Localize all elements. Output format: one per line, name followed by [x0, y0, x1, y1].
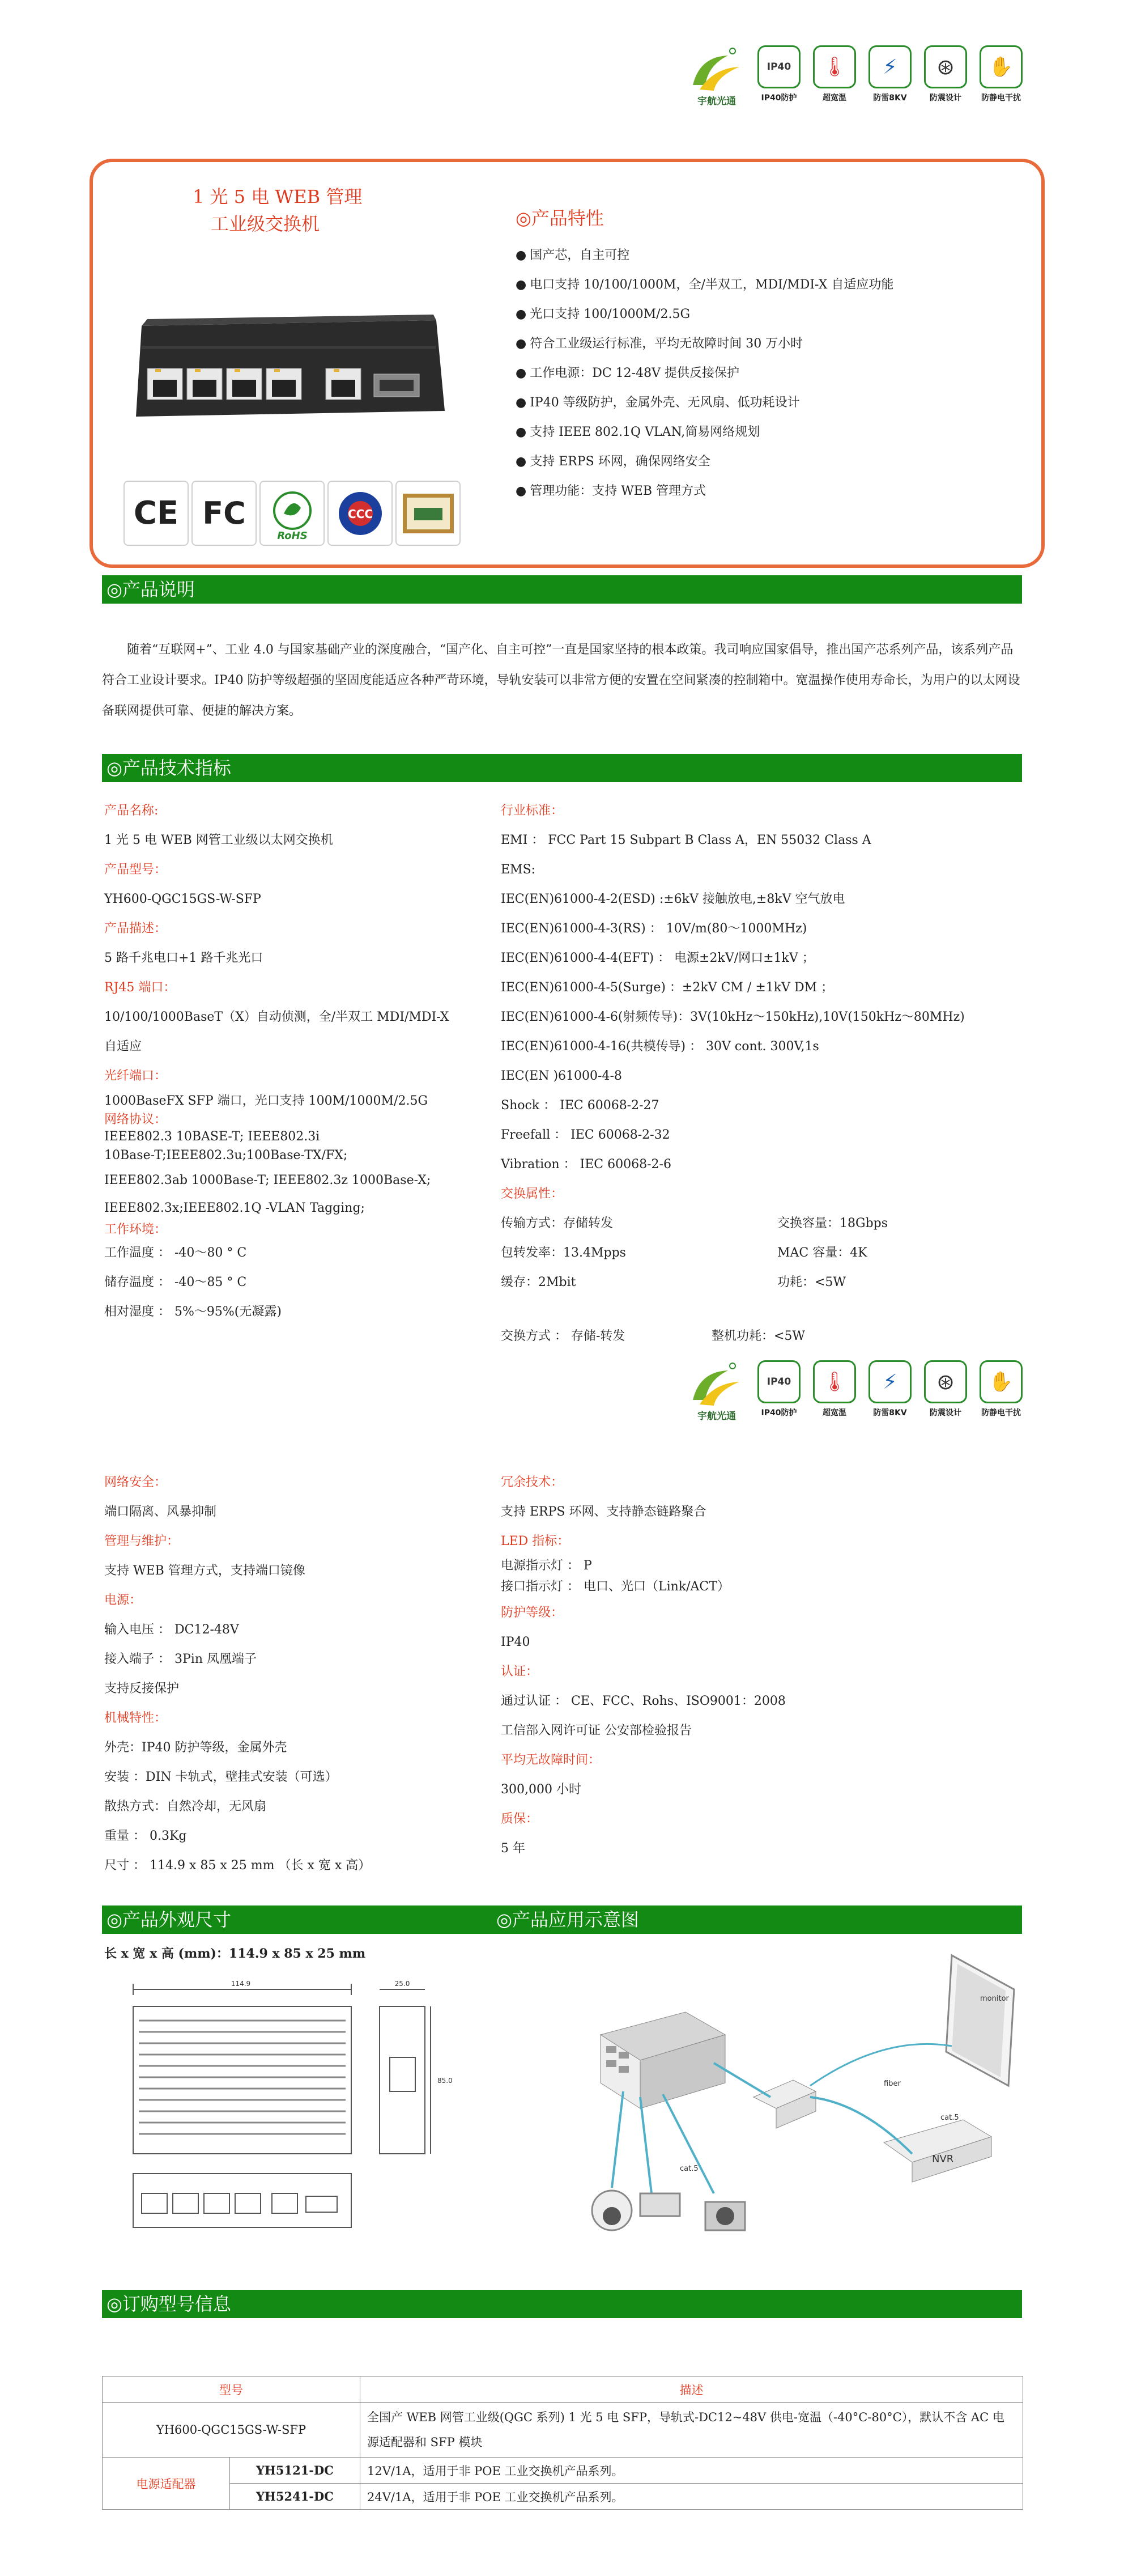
spec-value: IEC(EN)61000-4-2(ESD) :±6kV 接触放电,±8kV 空气放电 — [501, 892, 845, 906]
spec-label: 电源： — [104, 1593, 142, 1607]
svg-text:cat.5: cat.5 — [940, 2114, 959, 2122]
spec-value: 支持反接保护 — [104, 1682, 180, 1696]
feature-item: ● 支持 IEEE 802.1Q VLAN,简易网络规划 — [516, 418, 1025, 447]
spec-label: 行业标准： — [501, 804, 564, 818]
spec-value: 储存温度 ： -40～85 ° C — [104, 1275, 247, 1289]
feature-item: ● 国产芯，自主可控 — [516, 241, 1025, 270]
table-row — [103, 2484, 1023, 2510]
desc-cell: 全国产 WEB 网管工业级(QGC 系列) 1 光 5 电 SFP，导轨式-DC12~48V 供电-宽温（-40°C-80°C），默认不含 AC 电源适配器和 SFP 模块 — [360, 2403, 1023, 2458]
spec-value: 功耗：<5W — [777, 1275, 846, 1289]
feature-item: ● IP40 等级防护，金属外壳、无风扇、低功耗设计 — [516, 388, 1025, 418]
svg-text:fiber: fiber — [884, 2080, 901, 2088]
spec-value: IEC(EN)61000-4-6(射频传导)：3V(10kHz～150kHz),10V(150kHz～80MHz) — [501, 1010, 965, 1024]
spec-value: EMI ： FCC Part 15 Subpart B Class A，EN 55032 Class A — [501, 833, 871, 847]
desc-cell: 24V/1A，适用于非 POE 工业交换机产品系列。 — [360, 2484, 1023, 2510]
description-text: 随着“互联网+”、工业 4.0 与国家基础产业的深度融合，“国产化、自主可控”一直是国家坚持的根本政策。我司响应国家倡导，推出国产芯系列产品，该系列产品符合工业设计要求。IP40 防护等级超强的坚固度能适应各种严苛环境，导轨安装可以非常方便的安置在空间紧凑的控制箱中。宽温操作使用寿命长，为用户的以太网设备联网提供可靠、便捷的解决方案。 — [102, 643, 1020, 718]
specs2-left-column — [104, 1468, 501, 1881]
spec-label: 产品名称: — [104, 804, 159, 818]
application-heading: ◎产品应用示意图 — [496, 1909, 639, 1930]
brand-header-middle — [683, 1360, 1034, 1423]
dimensions-text: 长 x 宽 x 高 (mm)：114.9 x 85 x 25 mm — [104, 1946, 366, 1961]
spec-value: 散热方式：自然冷却，无风扇 — [104, 1800, 267, 1814]
spec-value: 外壳：IP40 防护等级，金属外壳 — [104, 1741, 287, 1755]
hand-icon: ✋ 防静电干扰 — [978, 1360, 1024, 1423]
spec-value: 通过认证 ： CE、FCC、Rohs、ISO9001：2008 — [501, 1694, 786, 1708]
spec-value: IEC(EN)61000-4-3(RS) ： 10V/m(80～1000MHz) — [501, 922, 807, 936]
spec-label: RJ45 端口： — [104, 981, 176, 995]
feature-item: ● 光口支持 100/1000M/2.5G — [516, 300, 1025, 329]
spec-label: 网络安全： — [104, 1475, 167, 1489]
spec-value: 支持 WEB 管理方式，支持端口镜像 — [104, 1564, 305, 1578]
feature-item: ● 支持 ERPS 环网，确保网络安全 — [516, 447, 1025, 477]
spec-value: IP40 — [501, 1635, 530, 1649]
logo-icon — [683, 45, 751, 108]
spec-value: 10Base-T;IEEE802.3u;100Base-TX/FX; — [104, 1148, 348, 1162]
spec-value: 接入端子 ： 3Pin 凤凰端子 — [104, 1652, 257, 1666]
spec-label: 平均无故障时间： — [501, 1753, 601, 1767]
adapter-label-cell: 电源适配器 — [103, 2458, 230, 2510]
spec-value: 端口隔离、风暴抑制 — [104, 1505, 217, 1519]
svg-text:114.9: 114.9 — [231, 1980, 251, 1988]
svg-text:monitor: monitor — [980, 1994, 1009, 2003]
spec-value: EMS: — [501, 863, 536, 877]
spec-value: 输入电压 ： DC12-48V — [104, 1623, 239, 1637]
logo-icon — [683, 1360, 751, 1423]
spec-label: 网络协议： — [104, 1113, 167, 1127]
spec-value: 1 光 5 电 WEB 网管工业级以太网交换机 — [104, 833, 333, 847]
spec-value: 缓存：2Mbit — [501, 1275, 576, 1289]
hand-icon: ✋ 防静电干扰 — [978, 45, 1024, 108]
svg-text:RoHS: RoHS — [276, 529, 308, 542]
switch-attributes — [501, 1209, 1028, 1297]
spec-value: 传输方式：存储转发 — [501, 1216, 614, 1230]
fcc-cert-logo: FC — [191, 481, 257, 546]
spec-value: 电源指示灯 ： P — [501, 1559, 592, 1573]
spec-value: 尺寸 ： 114.9 x 85 x 25 mm （长 x 宽 x 高） — [104, 1858, 371, 1873]
thermometer-icon: 🌡 超宽温 — [812, 1360, 857, 1423]
spec-value: 5 年 — [501, 1841, 525, 1856]
brand-header-top — [683, 45, 1034, 108]
section-header-specs: ◎产品技术指标 — [102, 754, 1022, 782]
section-header-appearance — [102, 1906, 1022, 1934]
shock-icon: ⊛ 防震设计 — [923, 1360, 968, 1423]
spec-value: 安装 ：DIN 卡轨式，壁挂式安装（可选） — [104, 1770, 338, 1784]
features-title: ◎产品特性 — [516, 207, 604, 229]
spec-label: 工作环境： — [104, 1223, 167, 1237]
brand-logo — [683, 45, 751, 108]
application-diagram — [567, 1950, 1020, 2256]
spec-value: IEC(EN )61000-4-8 — [501, 1069, 622, 1083]
svg-text:NVR: NVR — [932, 2153, 954, 2165]
spec-value: YH600-QGC15GS-W-SFP — [104, 892, 261, 906]
ccc-cert-logo — [327, 481, 393, 546]
spec-value: 工信部入网许可证 公安部检验报告 — [501, 1724, 692, 1738]
spec-value: IEEE802.3ab 1000Base-T; IEEE802.3z 1000Base-X; — [104, 1173, 431, 1187]
lightning-icon: ⚡ 防雷8KV — [867, 45, 913, 108]
spec-label: 交换属性： — [501, 1187, 564, 1201]
col-model-header: 型号 — [103, 2376, 360, 2403]
table-row — [103, 2376, 1023, 2403]
svg-text:CCC: CCC — [347, 507, 373, 521]
svg-text:85.0: 85.0 — [437, 2077, 453, 2085]
col-desc-header: 描述 — [360, 2376, 1023, 2403]
spec-value: 1000BaseFX SFP 端口，光口支持 100M/1000M/2.5G — [104, 1094, 428, 1108]
section-header-order: ◎订购型号信息 — [102, 2290, 1022, 2318]
spec-value: 重量 ： 0.3Kg — [104, 1829, 187, 1843]
spec-label: 产品型号： — [104, 863, 167, 877]
spec-value: 10/100/1000BaseT（X）自动侦测，全/半双工 MDI/MDI-X — [104, 1010, 449, 1024]
spec-value: Freefall ： IEC 60068-2-32 — [501, 1128, 670, 1142]
svg-text:25.0: 25.0 — [394, 1980, 410, 1988]
svg-text:cat.5: cat.5 — [680, 2165, 699, 2173]
dimension-drawing — [125, 1978, 453, 2244]
spec-value: MAC 容量：4K — [777, 1246, 867, 1260]
spec-value: IEEE802.3 10BASE-T; IEEE802.3i — [104, 1130, 320, 1144]
model-cell: YH5241-DC — [230, 2484, 360, 2510]
feature-item: ● 符合工业级运行标准，平均无故障时间 30 万小时 — [516, 329, 1025, 359]
specs-left-column — [104, 796, 501, 1327]
spec-value: 工作温度 ： -40～80 ° C — [104, 1246, 247, 1260]
spec-label: 防护等级： — [501, 1606, 564, 1620]
brand-logo — [683, 1360, 751, 1423]
spec-value: Shock ： IEC 60068-2-27 — [501, 1098, 659, 1113]
spec-value: IEEE802.3x;IEEE802.1Q -VLAN Tagging; — [104, 1201, 365, 1215]
spec-label: 产品描述： — [104, 922, 167, 936]
spec-value: 整机功耗：<5W — [712, 1329, 806, 1343]
spec-label: 机械特性： — [104, 1711, 167, 1725]
spec-label: 冗余技术： — [501, 1475, 564, 1489]
spec-label: 管理与维护： — [104, 1534, 180, 1548]
svg-text:宇航光通: 宇航光通 — [697, 1411, 736, 1422]
thermometer-icon: 🌡 超宽温 — [812, 45, 857, 108]
spec-value: IEC(EN)61000-4-4(EFT) ： 电源±2kV/网口±1kV ； — [501, 951, 815, 965]
shock-icon: ⊛ 防震设计 — [923, 45, 968, 108]
ip40-icon: IP40 IP40防护 — [756, 45, 802, 108]
spec-value: Vibration ： IEC 60068-2-6 — [501, 1157, 671, 1172]
specs2-right-column — [501, 1468, 1028, 1864]
spec-value: IEC(EN)61000-4-16(共模传导) ： 30V cont. 300V,1s — [501, 1039, 819, 1054]
order-table — [102, 2376, 1023, 2510]
spec-value: 5 路千兆电口+1 路千兆光口 — [104, 951, 263, 965]
certificate-logo — [395, 481, 461, 546]
spec-label: 光纤端口： — [104, 1069, 167, 1083]
table-row — [103, 2458, 1023, 2484]
spec-label: 认证： — [501, 1665, 539, 1679]
rohs-cert-logo — [259, 481, 325, 546]
spec-value: IEC(EN)61000-4-5(Surge) ：±2kV CM / ±1kV DM ； — [501, 981, 834, 995]
product-title-line1: 1 光 5 电 WEB 管理 — [193, 186, 363, 207]
spec-value: 支持 ERPS 环网、支持静态链路聚合 — [501, 1505, 706, 1519]
model-cell: YH5121-DC — [230, 2458, 360, 2484]
spec-value: 自适应 — [104, 1039, 142, 1054]
spec-value: 包转发率：13.4Mpps — [501, 1246, 626, 1260]
spec-value: 交换方式 ： 存储-转发 — [501, 1329, 625, 1343]
feature-item: ● 管理功能：支持 WEB 管理方式 — [516, 477, 1025, 506]
table-row — [103, 2403, 1023, 2458]
section-header-description: ◎产品说明 — [102, 575, 1022, 604]
lightning-icon: ⚡ 防雷8KV — [867, 1360, 913, 1423]
appearance-heading: ◎产品外观尺寸 — [107, 1909, 231, 1930]
feature-item: ● 电口支持 10/100/1000M，全/半双工，MDI/MDI-X 自适应功能 — [516, 270, 1025, 300]
feature-list — [516, 241, 1025, 506]
svg-text:宇航光通: 宇航光通 — [697, 96, 736, 107]
spec-value: 300,000 小时 — [501, 1783, 581, 1797]
feature-item: ● 工作电源：DC 12-48V 提供反接保护 — [516, 359, 1025, 388]
spec-value: 接口指示灯 ： 电口、光口（Link/ACT） — [501, 1580, 730, 1594]
spec-label: 质保： — [501, 1812, 539, 1826]
model-cell: YH600-QGC15GS-W-SFP — [103, 2403, 360, 2458]
ce-cert-logo: CE — [124, 481, 189, 546]
spec-label: LED 指标： — [501, 1534, 570, 1548]
ip40-icon: IP40 IP40防护 — [756, 1360, 802, 1423]
product-image — [130, 315, 448, 422]
product-title-line2: 工业级交换机 — [211, 213, 320, 235]
desc-cell: 12V/1A，适用于非 POE 工业交换机产品系列。 — [360, 2458, 1023, 2484]
spec-value: 相对湿度 ： 5%～95%(无凝露) — [104, 1305, 282, 1319]
specs-right-column — [501, 796, 1028, 1297]
spec-value: 交换容量：18Gbps — [777, 1216, 888, 1230]
